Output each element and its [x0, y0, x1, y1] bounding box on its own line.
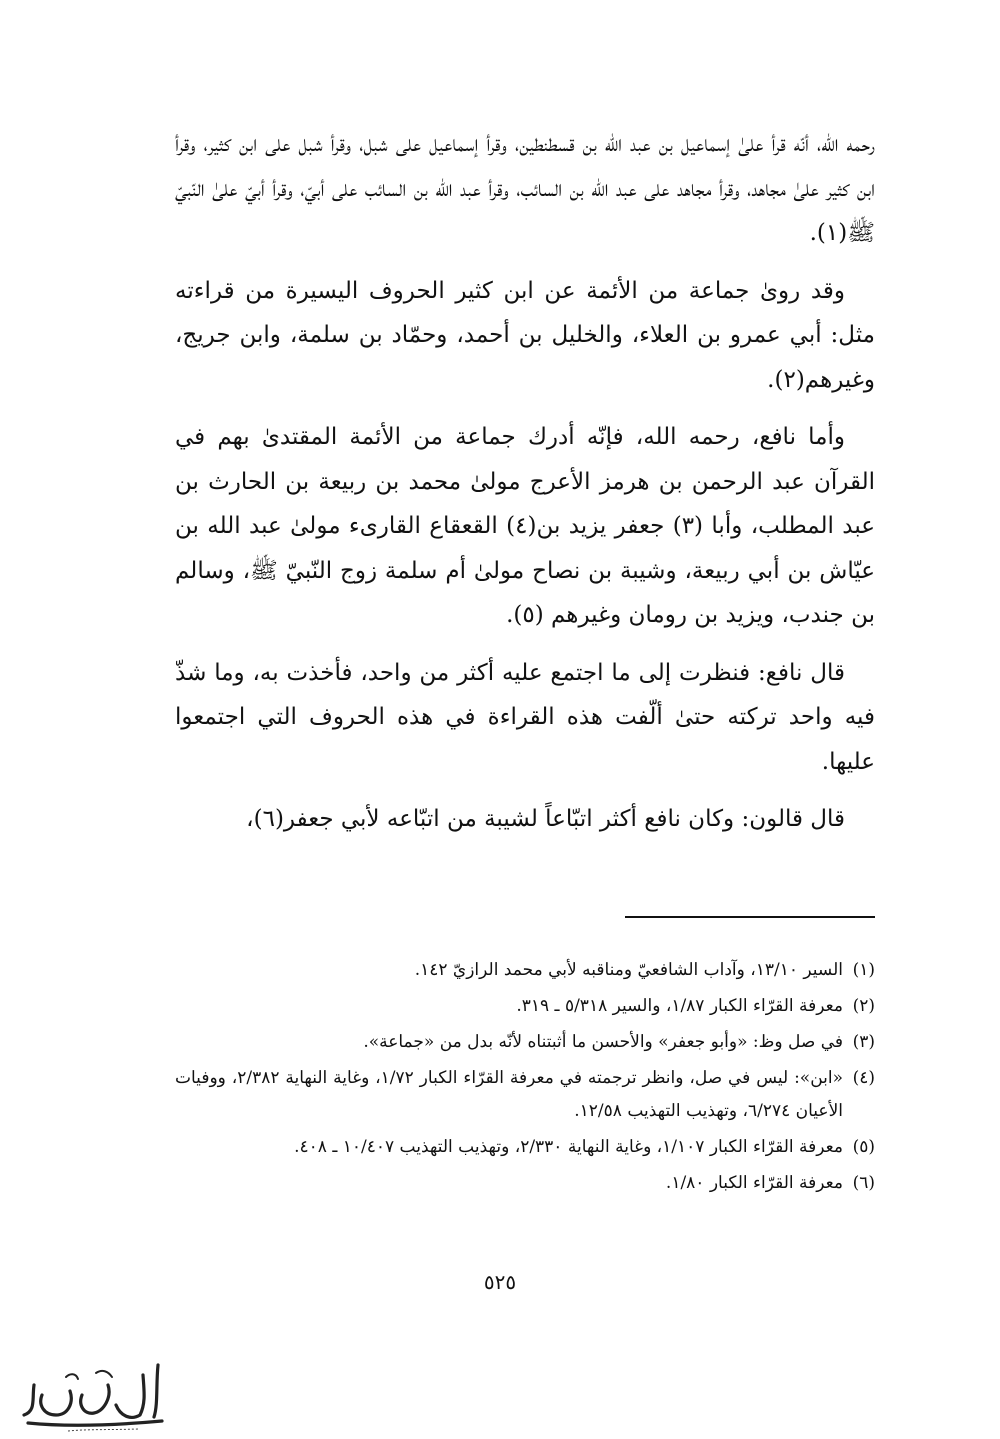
- main-text: [175, 122, 875, 855]
- footnote-text: معرفة القرّاء الكبار ١/٨٠.: [665, 1173, 843, 1193]
- footnote-text: معرفة القرّاء الكبار ١/٨٧، والسير ٥/٣١٨ ـ ٣١٩.: [516, 996, 843, 1016]
- paragraph: وقد روىٰ جماعة من الأئمة عن ابن كثير الحروف اليسيرة من قراءته مثل: أبي عمرو بن العلاء، والخليل بن أحمد، وحمّاد بن سلمة، وابن جريج، وغيرهم(٢).: [175, 277, 875, 393]
- footnote-number: (٢): [852, 996, 875, 1016]
- footnote-number: (٣): [852, 1032, 875, 1052]
- paragraph: قال قالون: وكان نافع أكثر اتبّاعاً لشيبة من اتبّاعه لأبي جعفر(٦)،: [246, 806, 845, 832]
- footnote-text: في صل وظ: «وأبو جعفر» والأحسن ما أثبتناه لأنّه بدل من «جماعة».: [363, 1032, 843, 1052]
- footnote: [175, 990, 875, 1023]
- almoshahem-logo: [8, 1355, 178, 1435]
- footnote: [175, 1062, 875, 1128]
- footnote-text: معرفة القرّاء الكبار ١/١٠٧، وغاية النهاية ٢/٣٣٠، وتهذيب التهذيب ١٠/٤٠٧ ـ ٤٠٨.: [294, 1137, 843, 1157]
- paragraph: وأما نافع، رحمه الله، فإنّه أدرك جماعة من الأئمة المقتدىٰ بهم في القرآن عبد الرحمن بن هرمز الأعرج مولىٰ محمد بن ربيعة بن الحارث بن عبد المطلب، وأبا (٣) جعفر يزيد بن(٤) القعقاع القارىء مولىٰ عبد الله بن عيّاش بن أبي ربيعة، وشيبة بن نصاح مولىٰ أم سلمة زوج النّبيّ ﷺ، وسالم بن جندب، ويزيد بن رومان وغيرهم (٥).: [175, 424, 875, 628]
- footnote-text: «ابن»: ليس في صل، وانظر ترجمته في معرفة القرّاء الكبار ١/٧٢، وغاية النهاية ٢/٣٨٢، ووفيات الأعيان ٦/٢٧٤، وتهذيب التهذيب ١٢/٥٨.: [175, 1068, 843, 1121]
- footnote: [175, 1167, 875, 1200]
- footnote: [175, 1026, 875, 1059]
- paragraph: رحمه الله، أنّه قرأ علىٰ إسماعيل بن عبد الله بن قسطنطين، وقرأ إسماعيل على شبل، وقرأ شبل على ابن كثير، وقرأ ابن كثير علىٰ مجاهد، وقرأ مجاهد على عبد الله بن السائب، وقرأ عبد الله بن السائب على أبيّ، وقرأ أبيّ علىٰ النّبيّ ﷺ(١).: [175, 131, 875, 246]
- footnote-separator: [625, 916, 875, 918]
- footnote-number: (٦): [852, 1173, 875, 1193]
- paragraph: قال نافع: فنظرت إلى ما اجتمع عليه أكثر من واحد، فأخذت به، وما شذّ فيه واحد تركته حتىٰ ألّفت هذه القراءة في هذه الحروف التي اجتمعوا عليها.: [175, 659, 875, 775]
- footnotes: [175, 954, 875, 1203]
- page-number: ٥٢٥: [483, 1270, 517, 1294]
- footnote-number: (٥): [852, 1137, 875, 1157]
- footnote-text: السير ١٣/١٠، وآداب الشافعيّ ومناقبه لأبي محمد الرازيّ ١٤٢.: [414, 960, 843, 980]
- footnote: [175, 1131, 875, 1164]
- footnote-number: (٤): [852, 1068, 875, 1088]
- footnote-number: (١): [852, 960, 875, 980]
- footnote: [175, 954, 875, 987]
